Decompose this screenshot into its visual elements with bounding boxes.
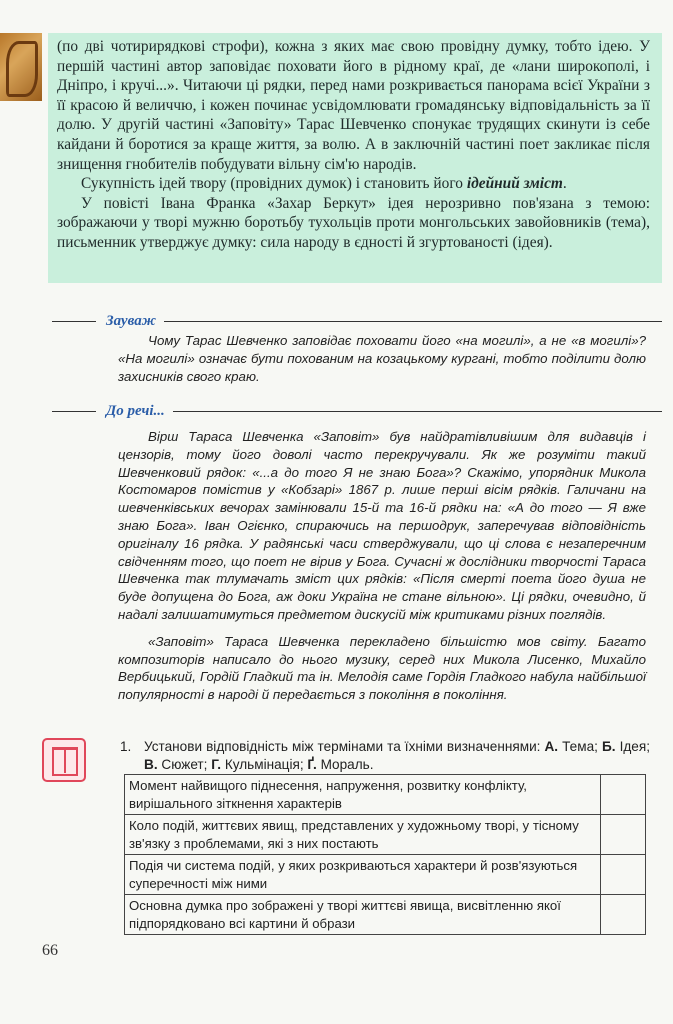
table-row <box>125 855 646 895</box>
note-title: Зауваж <box>106 313 156 329</box>
summary-paragraph: Сукупність ідей твору (провідних думок) і становить його ідейний зміст. <box>81 175 567 193</box>
divider <box>52 321 96 322</box>
zapovit-parts-paragraph: (по дві чотирирядкові строфи), кожна з яких має свою провідну думку, тобто ідею. У першій частині автор заповідає поховати його в рідному краї, де «лани широкополі, і Дніпро, і кручі...». Читаючи ці рядки, перед нами розкривається панорама всієї України з її красою й величчю, і кожен починає усвідомлювати громадянську відповідальність за її долю. У другій частині «Заповіту» Тарас Шевченко спонукає трудящих скинути із себе кайдани й боротися за краще життя, за волю. А в заключній частині поет закликає після знищення гнобителів побудувати вільну сім'ю народів. <box>57 38 650 173</box>
definition-cell: Основна думка про зображені у творі життєві явища, висвітленню якої підпорядковано всі картини й образи <box>125 895 601 935</box>
exercise <box>120 738 650 774</box>
by-the-way-paragraph: «Заповіт» Тараса Шевченка перекладено більшістю мов світу. Багато композиторів написало до нього музику, серед них Микола Лисенко, Михайло Вербицький, Гордій Гладкий та ін. Мелодія саме Гордія Гладкого набула найбільшої популярності в народі й передається з покоління в покоління. <box>118 633 646 703</box>
note-body <box>118 332 646 385</box>
note-header <box>52 313 662 330</box>
by-the-way-header <box>52 403 662 420</box>
answer-cell[interactable] <box>601 895 646 935</box>
answer-cell[interactable] <box>601 775 646 815</box>
book-icon <box>42 738 86 782</box>
by-the-way-body <box>118 428 646 704</box>
answer-cell[interactable] <box>601 855 646 895</box>
answer-cell[interactable] <box>601 815 646 855</box>
decorative-ornament <box>0 33 42 101</box>
table-row <box>125 895 646 935</box>
divider <box>52 411 96 412</box>
exercise-number: 1. <box>120 739 132 754</box>
table-row <box>125 775 646 815</box>
matching-table <box>124 774 646 935</box>
divider <box>173 411 662 412</box>
franko-paragraph: У повісті Івана Франка «Захар Беркут» ідея нерозривно пов'язана з темою: зображаючи у творі мужню боротьбу тухольців проти монгольських завойовників (тема), письменник утверджує думку: сила народу в єдності й згуртованості (ідея). <box>57 194 650 251</box>
table-row <box>125 815 646 855</box>
note-text: Чому Тарас Шевченко заповідає поховати його «на могилі», а не «в могилі»? «На могилі» означає бути похованим на козацькому кургані, тобто поділити долю захисників свого краю. <box>118 333 646 384</box>
exercise-prompt: Установи відповідність між термінами та їхніми визначеннями: А. Тема; Б. Ідея; В. Сюжет; Г. Кульмінація; Ґ. Мораль. <box>144 739 650 772</box>
term-ideinyi-zmist: ідейний зміст <box>466 175 563 193</box>
definition-cell: Момент найвищого піднесення, напруження, розвитку конфлікту, вирішального зіткнення характерів <box>125 775 601 815</box>
by-the-way-title: До речі... <box>106 403 165 419</box>
highlighted-text-box <box>48 33 662 283</box>
page-number: 66 <box>42 942 58 959</box>
divider <box>164 321 662 322</box>
by-the-way-paragraph: Вірш Тараса Шевченка «Заповіт» був найдратівливішим для видавців і цензорів, тому його доволі часто перекручували. Як же розуміти такий Шевченковий рядок: «...а до того Я не знаю Бога»? Скажімо, упорядник Микола Костомаров помістив у «Кобзарі» 1867 р. лише перші вісім рядків. Галичани на шевченківських вечорах замінювали 15-й та 16-й рядки на: «А до того — Я вже знаю Бога». Іван Огієнко, спираючись на першодрук, заперечував відповідність оригіналу 16 рядка. У радянські часи стверджували, що ці слова є незаперечним свідченням того, що поет не вірив у Бога. Сучасні ж дослідники творчості Тараса Шевченка так тлумачать зміст цих рядків: «Після смерті поета його душа не буде допущена до Бога, аж доки Україна не стане вільною». Ці рядки, очевидно, й надалі залишатимуться предметом дискусій між критиками різних поглядів. <box>118 429 646 622</box>
definition-cell: Подія чи система подій, у яких розкриваються характери й розв'язуються суперечності між ними <box>125 855 601 895</box>
definition-cell: Коло подій, життєвих явищ, представлених у художньому творі, у тісному зв'язку з проблемами, які з них постають <box>125 815 601 855</box>
